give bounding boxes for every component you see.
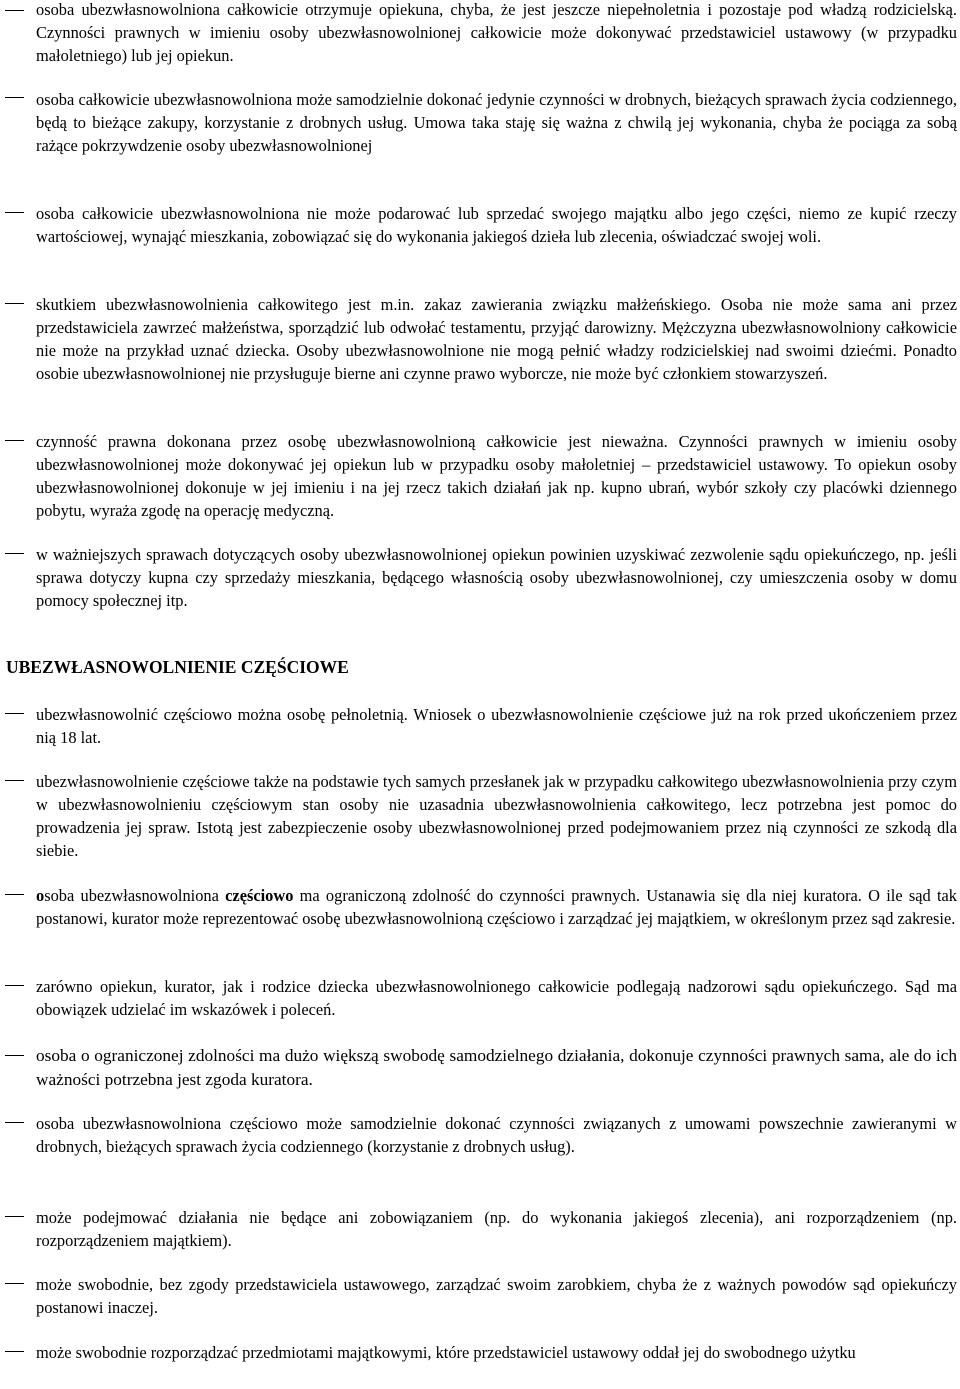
- dash-bullet-icon: [5, 894, 24, 895]
- list-item-text: osoba ubezwłasnowolniona częściowo może samodzielnie dokonać czynności związanych z umowami powszechnie zawieranymi w drobnych, bieżących sprawach życia codziennego (korzystanie z drobnych usług).: [36, 1114, 957, 1156]
- dash-bullet-icon: [5, 1122, 24, 1123]
- dash-bullet-icon: [5, 10, 24, 11]
- dash-bullet-icon: [5, 713, 24, 714]
- bold-fragment: o: [36, 886, 45, 905]
- text-fragment: ma ograniczoną zdolność do czynności prawnych. Ustanawia się dla niej kuratora. O ile sąd tak postanowi, kurator może reprezentować osobę ubezwłasnowolnioną częściowo i zarządzać jej majątkiem, w określonym przez sąd zakresie.: [36, 886, 958, 928]
- list-item-text: może swobodnie, bez zgody przedstawiciela ustawowego, zarządzać swoim zarobkiem, chyba że z ważnych powodów sąd opiekuńczy postanowi inaczej.: [36, 1275, 957, 1317]
- dash-bullet-icon: [5, 1283, 24, 1284]
- dash-bullet-icon: [5, 303, 24, 304]
- list-item-text: może podejmować działania nie będące ani zobowiązaniem (np. do wykonania jakiegoś zlecenia), ani rozporządzeniem (np. rozporządzeniem majątkiem).: [36, 1208, 957, 1250]
- list-item-text: w ważniejszych sprawach dotyczących osoby ubezwłasnowolnionej opiekun powinien uzyskiwać zezwolenie sądu opiekuńczego, np. jeśli sprawa dotyczy kupna czy sprzedaży mieszkania, będącego własnością osoby ubezwłasnowolnionej, czy umieszczenia osoby w domu pomocy społecznej itp.: [36, 545, 957, 610]
- dash-bullet-icon: [5, 985, 24, 986]
- dash-bullet-icon: [5, 1055, 24, 1056]
- dash-bullet-icon: [5, 780, 24, 781]
- dash-bullet-icon: [5, 1351, 24, 1352]
- bold-emphasis: częściowo: [225, 886, 294, 905]
- dash-bullet-icon: [5, 212, 24, 213]
- text-fragment: soba ubezwłasnowolniona: [44, 886, 226, 905]
- dash-bullet-icon: [5, 97, 24, 98]
- list-item-text: zarówno opiekun, kurator, jak i rodzice dziecka ubezwłasnowolnionego całkowicie podlegają nadzorowi sądu opiekuńczego. Sąd ma obowiązek udzielać im wskazówek i poleceń.: [36, 977, 957, 1019]
- dash-bullet-icon: [5, 440, 24, 441]
- list-item-text: osoba ubezwłasnowolniona całkowicie otrzymuje opiekuna, chyba, że jest jeszcze niepełnoletnia i pozostaje pod władzą rodzicielską. Czynności prawnych w imieniu osoby ubezwłasnowolnionej całkowicie może dokonywać przedstawiciel ustawowy (w przypadku małoletniego) lub jej opiekun.: [36, 0, 957, 65]
- list-item-text: może swobodnie rozporządzać przedmiotami majątkowymi, które przedstawiciel ustawowy oddał jej do swobodnego użytku: [36, 1343, 856, 1362]
- list-item-text: osoba całkowicie ubezwłasnowolniona może samodzielnie dokonać jedynie czynności w drobnych, bieżących sprawach życia codziennego, będą to bieżące zakupy, korzystanie z drobnych usług. Umowa taka staję się ważna z chwilą jej wykonania, chyba że pociąga za sobą rażące pokrzywdzenie osoby ubezwłasnowolnionej: [36, 90, 957, 155]
- list-item-text: osoba całkowicie ubezwłasnowolniona nie może podarować lub sprzedać swojego majątku albo jego części, niemo ze kupić rzeczy wartościowej, wynająć mieszkania, zobowiązać się do wykonania jakiegoś dzieła lub zlecenia, oświadczać swojej woli.: [36, 204, 957, 246]
- section-heading: UBEZWŁASNOWOLNIENIE CZĘŚCIOWE: [6, 657, 349, 677]
- list-item-text: ubezwłasnowolnić częściowo można osobę pełnoletnią. Wniosek o ubezwłasnowolnienie częściowe już na rok przed ukończeniem przez nią 18 lat.: [36, 705, 957, 747]
- list-item-text: osoba o ograniczonej zdolności ma dużo większą swobodę samodzielnego działania, dokonuje czynności prawnych sama, ale do ich ważności potrzebna jest zgoda kuratora.: [36, 1046, 957, 1089]
- list-item-text: ubezwłasnowolnienie częściowe także na podstawie tych samych przesłanek jak w przypadku całkowitego ubezwłasnowolnienia przy czym w ubezwłasnowolnieniu częściowym stan osoby nie uzasadnia ubezwłasnowolnienia całkowitego, lecz potrzebna jest pomoc do prowadzenia jej spraw. Istotą jest zabezpieczenie osoby ubezwłasnowolnionej przed podejmowaniem przez nią czynności ze szkodą dla siebie.: [36, 772, 957, 860]
- list-item-text: [36, 884, 957, 930]
- dash-bullet-icon: [5, 1216, 24, 1217]
- dash-bullet-icon: [5, 553, 24, 554]
- list-item-text: czynność prawna dokonana przez osobę ubezwłasnowolnioną całkowicie jest nieważna. Czynności prawnych w imieniu osoby ubezwłasnowolnionej może dokonywać jej opiekun lub w przypadku osoby małoletniej – przedstawiciel ustawowy. To opiekun osoby ubezwłasnowolnionej dokonuje w jej imieniu i na jej rzecz takich działań jak np. kupno ubrań, wybór szkoły czy placówki dziennego pobytu, wyraża zgodę na operację medyczną.: [36, 432, 957, 520]
- list-item-text: skutkiem ubezwłasnowolnienia całkowitego jest m.in. zakaz zawierania związku małżeńskiego. Osoba nie może sama ani przez przedstawiciela zawrzeć małżeństwa, sporządzić lub odwołać testamentu, przyjąć darowizny. Mężczyzna ubezwłasnowolniony całkowicie nie może na przykład uznać dziecka. Osoby ubezwłasnowolnione nie mogą pełnić władzy rodzicielskiej nad swoimi dziećmi. Ponadto osobie ubezwłasnowolnionej nie przysługuje bierne ani czynne prawo wyborcze, nie może być członkiem stowarzyszeń.: [36, 295, 957, 383]
